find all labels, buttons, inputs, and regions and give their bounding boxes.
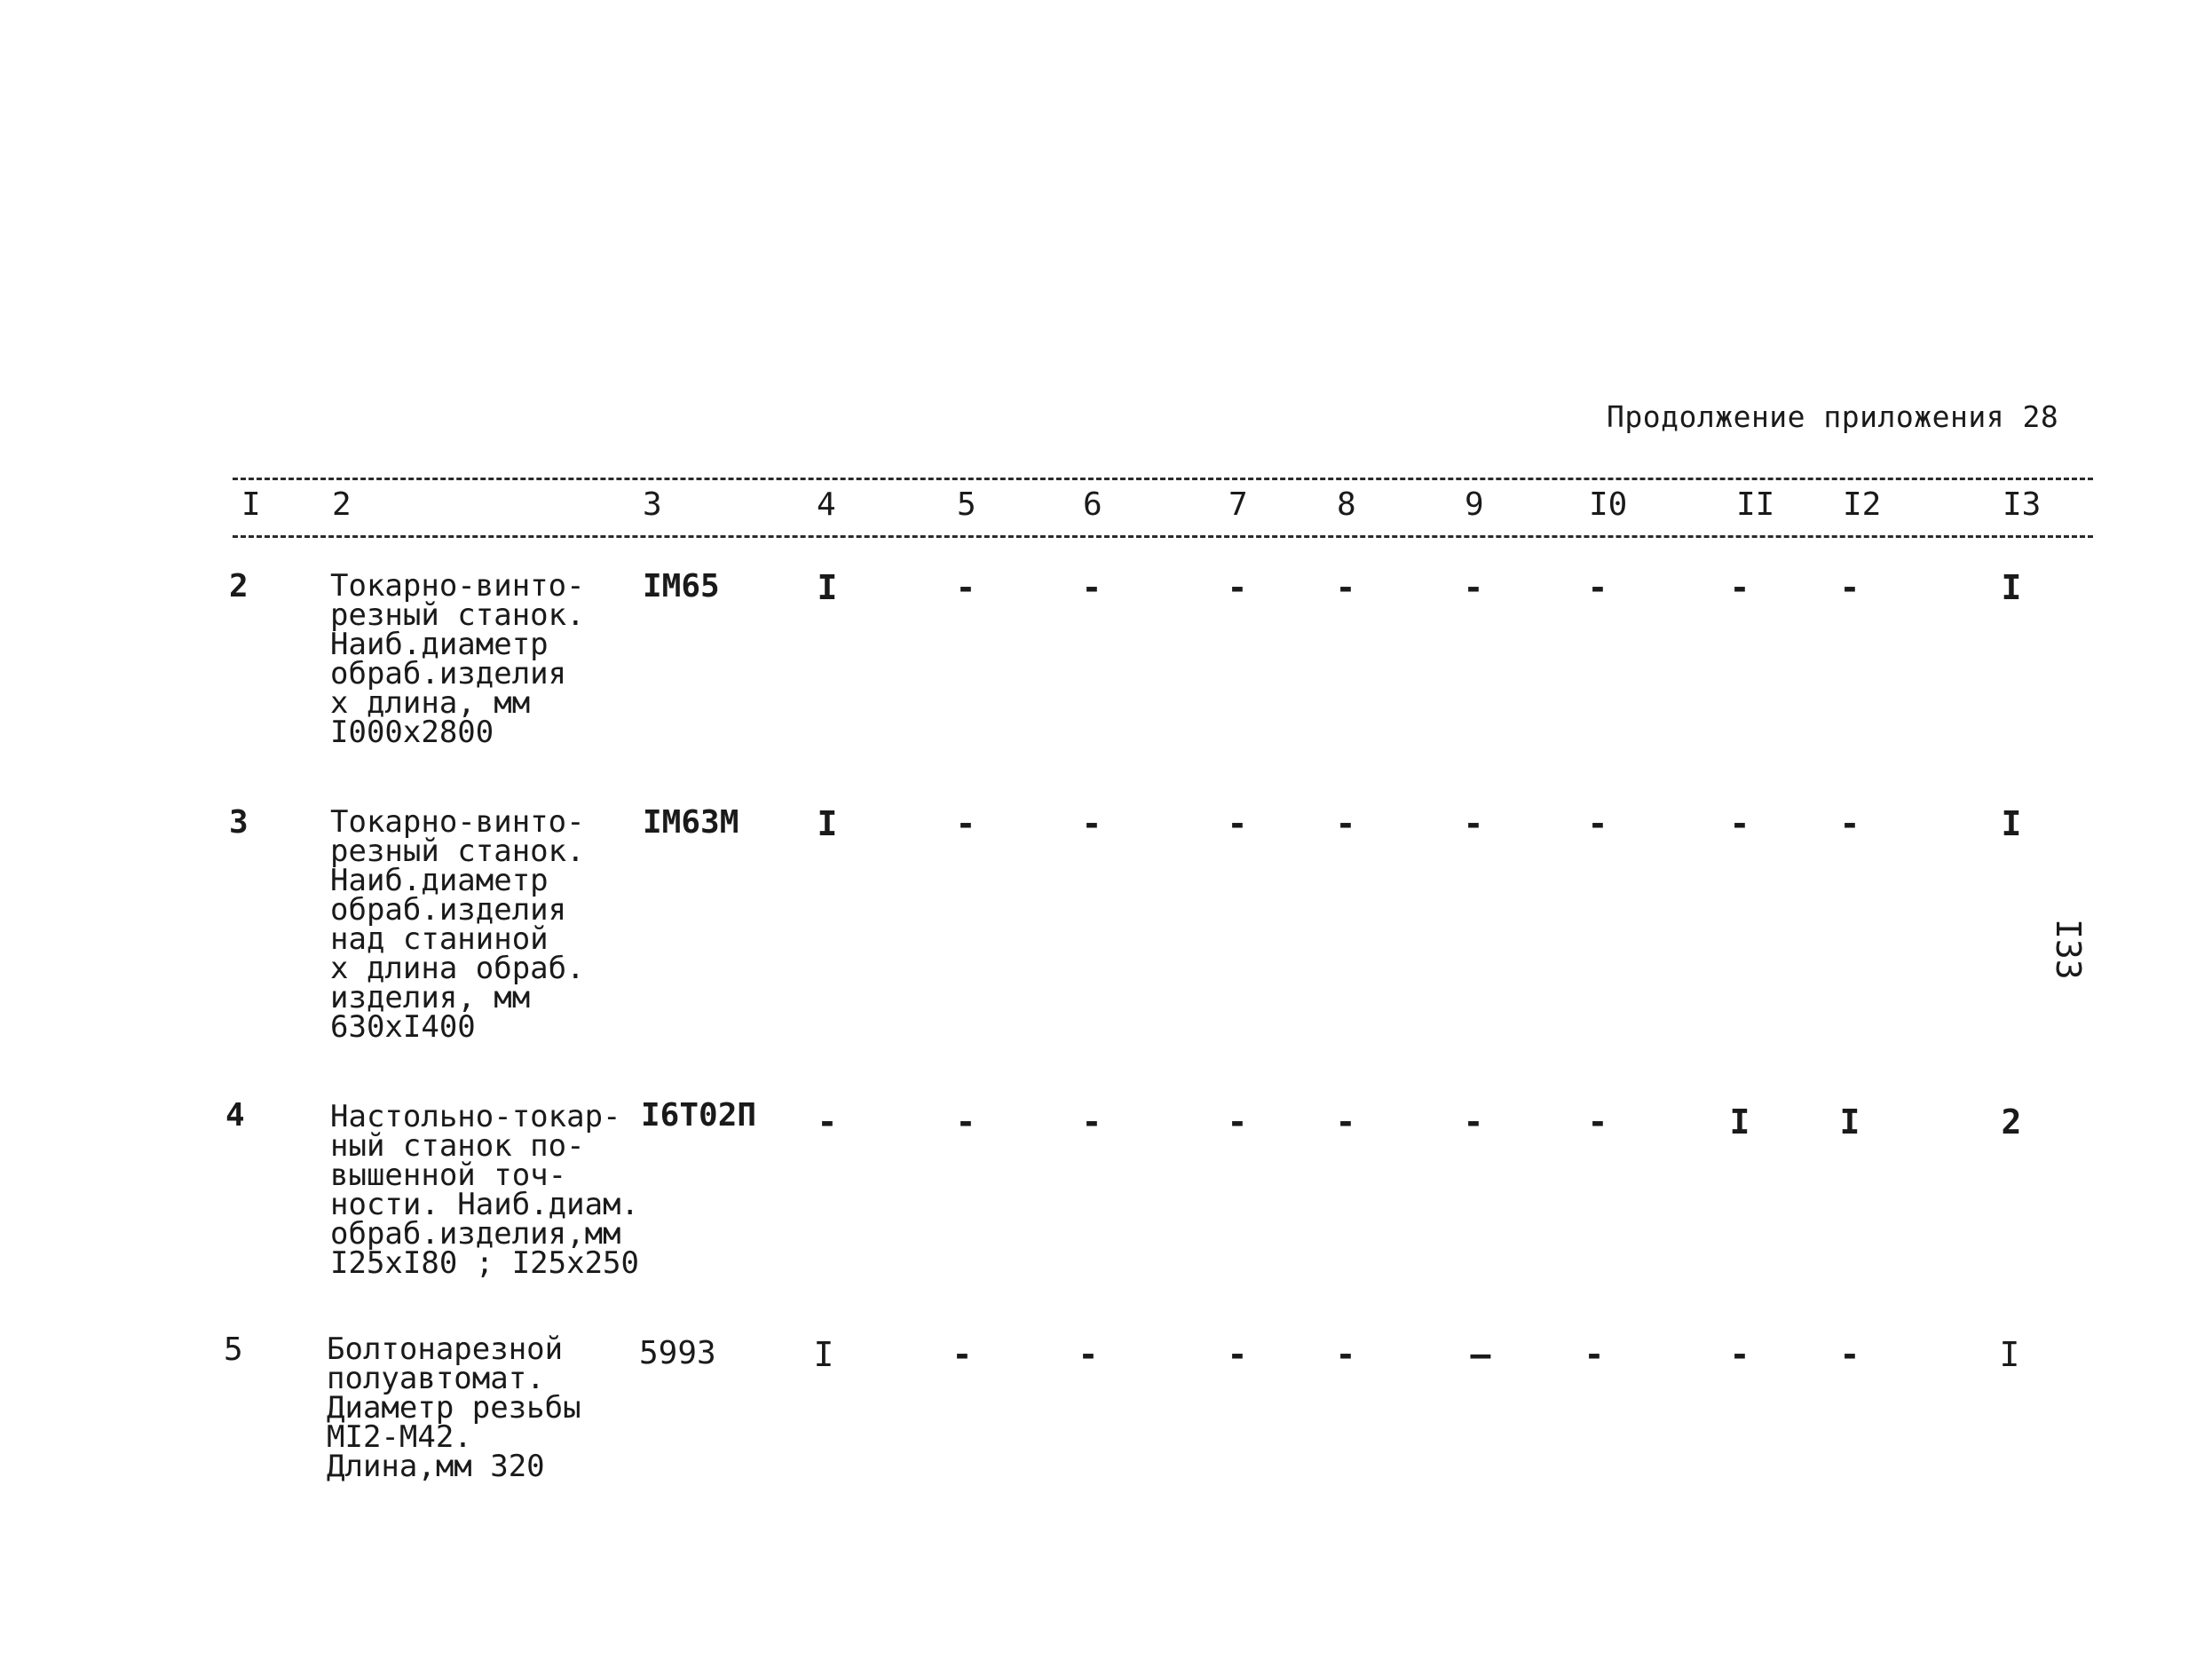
- page-number: I33: [2049, 919, 2088, 980]
- cell-col-10: -: [1587, 804, 1608, 843]
- col-header-13: I3: [2003, 486, 2042, 523]
- cell-col-13: I: [2001, 568, 2022, 607]
- cell-col-4: I: [817, 804, 838, 843]
- cell-col-9: -: [1463, 568, 1484, 607]
- equipment-name: Токарно-винто- резный станок. Наиб.диаметр обраб.изделия х длина, мм I000x2800: [330, 568, 585, 750]
- equipment-name: Настольно-токар- ный станок по- вышенной точ- ности. Наиб.диам. обраб.изделия,мм I25xI80 ; I25x250: [330, 1099, 639, 1281]
- cell-col-12: -: [1839, 1335, 1860, 1374]
- cell-col-7: -: [1227, 568, 1248, 607]
- cell-col-4: I: [813, 1335, 834, 1374]
- cell-col-8: -: [1335, 1335, 1356, 1374]
- equipment-model: I6T02П: [641, 1097, 757, 1134]
- col-header-9: 9: [1465, 486, 1484, 523]
- equipment-name: Болтонарезной полуавтомат. Диаметр резьбы MI2-M42. Длина,мм 320: [327, 1331, 581, 1484]
- row-number: 4: [225, 1097, 245, 1134]
- row-number: 2: [229, 568, 249, 604]
- cell-col-5: -: [955, 1102, 976, 1142]
- equipment-model: IM65: [643, 568, 720, 604]
- cell-col-7: -: [1227, 804, 1248, 843]
- col-header-8: 8: [1337, 486, 1356, 523]
- cell-col-6: -: [1081, 804, 1102, 843]
- cell-col-9: -: [1463, 1102, 1484, 1142]
- col-header-1: I: [241, 486, 261, 523]
- cell-col-8: -: [1335, 1102, 1356, 1142]
- cell-col-7: -: [1227, 1335, 1248, 1374]
- col-header-11: II: [1736, 486, 1775, 523]
- table-top-rule: [233, 478, 2093, 480]
- col-header-2: 2: [332, 486, 352, 523]
- col-header-7: 7: [1228, 486, 1248, 523]
- cell-col-5: -: [955, 568, 976, 607]
- cell-col-6: -: [1081, 568, 1102, 607]
- table-header-rule: [233, 535, 2093, 538]
- row-number: 3: [229, 804, 249, 841]
- cell-col-5: -: [955, 804, 976, 843]
- cell-col-11: -: [1729, 804, 1750, 843]
- cell-col-13: I: [1999, 1335, 2020, 1374]
- cell-col-12: -: [1839, 804, 1860, 843]
- cell-col-6: -: [1078, 1335, 1099, 1374]
- cell-col-13: I: [2001, 804, 2022, 843]
- col-header-12: I2: [1843, 486, 1882, 523]
- cell-col-7: -: [1227, 1102, 1248, 1142]
- cell-col-8: -: [1335, 568, 1356, 607]
- col-header-10: I0: [1589, 486, 1628, 523]
- cell-col-9: —: [1470, 1335, 1491, 1374]
- cell-col-11: -: [1729, 1335, 1750, 1374]
- cell-col-10: -: [1587, 1102, 1608, 1142]
- col-header-5: 5: [957, 486, 976, 523]
- cell-col-9: -: [1463, 804, 1484, 843]
- equipment-model: 5993: [639, 1335, 716, 1371]
- col-header-6: 6: [1083, 486, 1102, 523]
- cell-col-12: -: [1839, 568, 1860, 607]
- equipment-name: Токарно-винто- резный станок. Наиб.диаметр обраб.изделия над станиной х длина обраб. изделия, мм 630xI400: [330, 804, 585, 1045]
- cell-col-10: -: [1584, 1335, 1605, 1374]
- equipment-model: IM63M: [643, 804, 739, 841]
- cell-col-6: -: [1081, 1102, 1102, 1142]
- cell-col-4: -: [817, 1102, 838, 1142]
- cell-col-8: -: [1335, 804, 1356, 843]
- col-header-3: 3: [643, 486, 662, 523]
- cell-col-10: -: [1587, 568, 1608, 607]
- cell-col-5: -: [952, 1335, 973, 1374]
- col-header-4: 4: [817, 486, 836, 523]
- cell-col-11: I: [1729, 1102, 1750, 1142]
- cell-col-11: -: [1729, 568, 1750, 607]
- row-number: 5: [224, 1331, 243, 1368]
- cell-col-13: 2: [2001, 1102, 2022, 1142]
- cell-col-12: I: [1839, 1102, 1860, 1142]
- continuation-note: Продолжение приложения 28: [1607, 399, 2059, 434]
- cell-col-4: I: [817, 568, 838, 607]
